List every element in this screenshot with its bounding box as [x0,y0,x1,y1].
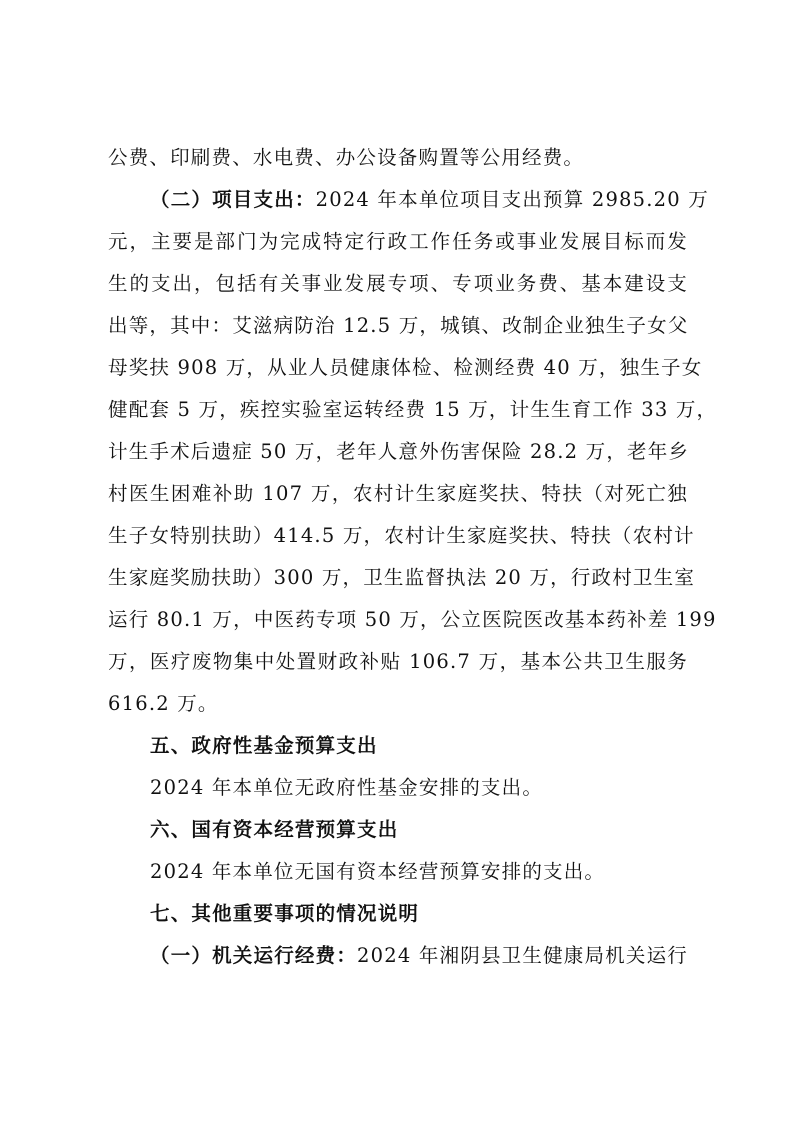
paragraph-line: 生家庭奖励扶助）300 万，卫生监督执法 20 万，行政村卫生室 [108,566,696,589]
paragraph-line: 母奖扶 908 万，从业人员健康体检、检测经费 40 万，独生子女 [108,356,703,379]
project-expense-label: （二）项目支出： [150,188,316,211]
paragraph-line: 616.2 万。 [108,692,219,715]
subsection-operating-expense-line [150,941,688,971]
project-expense-first-line-text: 2024 年本单位项目支出预算 2985.20 万 [315,188,709,211]
section-text-state-capital: 2024 年本单位无国有资本经营预算安排的支出。 [150,860,606,883]
paragraph-line: 元，主要是部门为完成特定行政工作任务或事业发展目标而发 [108,230,688,253]
intro-line: 公费、印刷费、水电费、办公设备购置等公用经费。 [108,146,585,169]
project-expense-first-line [150,185,709,215]
paragraph-line: 村医生困难补助 107 万，农村计生家庭奖扶、特扶（对死亡独 [108,482,688,505]
paragraph-line: 万，医疗废物集中处置财政补贴 106.7 万，基本公共卫生服务 [108,650,688,673]
paragraph-line: 健配套 5 万，疾控实验室运转经费 15 万，计生生育工作 33 万， [108,398,718,421]
section-text-government-fund: 2024 年本单位无政府性基金安排的支出。 [150,776,544,799]
paragraph-line: 生子女特别扶助）414.5 万，农村计生家庭奖扶、特扶（农村计 [108,524,695,547]
paragraph-line: 计生手术后遗症 50 万，老年人意外伤害保险 28.2 万，老年乡 [108,440,690,463]
section-heading-government-fund: 五、政府性基金预算支出 [150,734,378,757]
section-heading-other-matters: 七、其他重要事项的情况说明 [150,902,420,925]
subsection-operating-expense-text: 2024 年湘阴县卫生健康局机关运行 [357,944,688,967]
paragraph-line: 运行 80.1 万，中医药专项 50 万，公立医院医改基本药补差 199 [108,608,717,631]
paragraph-line: 生的支出，包括有关事业发展专项、专项业务费、基本建设支 [108,272,688,295]
subsection-operating-expense-label: （一）机关运行经费： [150,944,358,967]
paragraph-line: 出等，其中：艾滋病防治 12.5 万，城镇、改制企业独生子女父 [108,314,689,337]
section-heading-state-capital: 六、国有资本经营预算支出 [150,818,399,841]
